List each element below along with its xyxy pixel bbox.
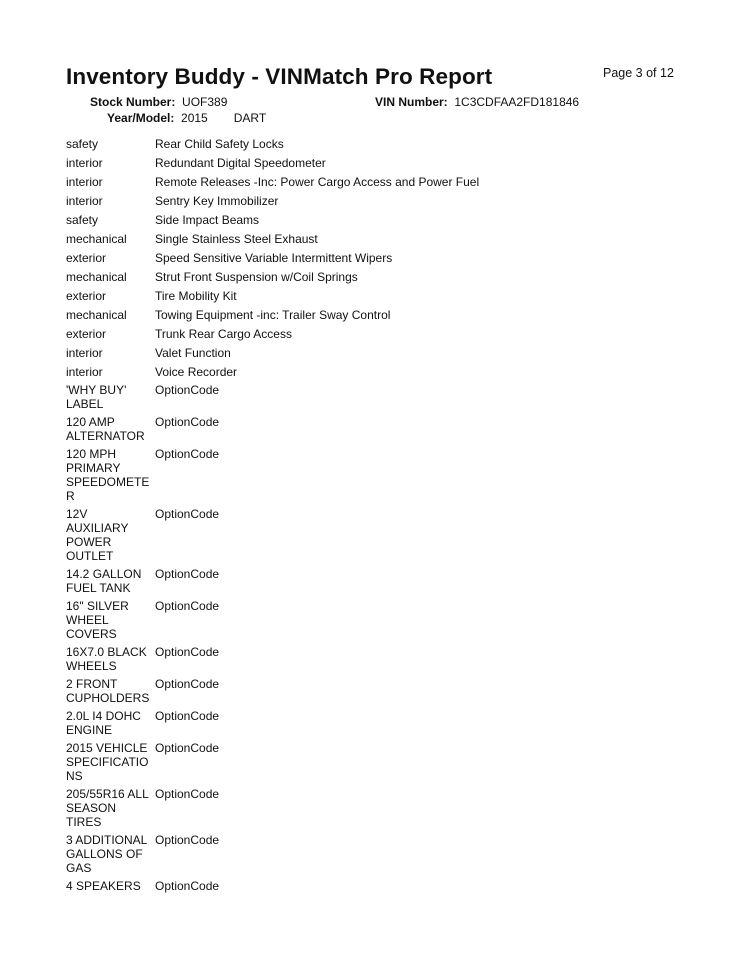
- feature-row: [66, 286, 666, 305]
- feature-row: [66, 267, 666, 286]
- option-name: 4 SPEAKERS: [66, 879, 141, 893]
- feature-row: [66, 305, 666, 324]
- feature-row: [66, 324, 666, 343]
- option-name: 16" SILVER WHEEL COVERS: [66, 599, 129, 641]
- feature-category: interior: [66, 365, 103, 379]
- feature-category: interior: [66, 346, 103, 360]
- option-row: [66, 707, 666, 739]
- option-type: OptionCode: [155, 415, 220, 429]
- option-type: OptionCode: [155, 599, 220, 613]
- feature-list: [66, 134, 666, 895]
- option-type: OptionCode: [155, 709, 220, 723]
- feature-description: Rear Child Safety Locks: [155, 137, 284, 151]
- option-name: 2015 VEHICLE SPECIFICATIO NS: [66, 741, 149, 783]
- feature-description: Side Impact Beams: [155, 213, 260, 227]
- option-type: OptionCode: [155, 383, 220, 397]
- option-type: OptionCode: [155, 833, 220, 847]
- vin-label: VIN Number:: [375, 95, 448, 109]
- feature-row: [66, 172, 666, 191]
- feature-description: Remote Releases -Inc: Power Cargo Access and Power Fuel: [155, 175, 480, 189]
- feature-description: Towing Equipment -inc: Trailer Sway Control: [155, 308, 391, 322]
- feature-category: exterior: [66, 327, 107, 341]
- option-type: OptionCode: [155, 567, 220, 581]
- option-type: OptionCode: [155, 447, 220, 461]
- feature-description: Strut Front Suspension w/Coil Springs: [155, 270, 358, 284]
- page-number: Page 3 of 12: [603, 66, 674, 80]
- feature-category: mechanical: [66, 308, 127, 322]
- feature-category: exterior: [66, 289, 107, 303]
- feature-description: Valet Function: [155, 346, 231, 360]
- option-row: [66, 505, 666, 565]
- stock-number: [90, 95, 227, 109]
- stock-label: Stock Number:: [90, 95, 176, 109]
- feature-row: [66, 343, 666, 362]
- feature-row: [66, 153, 666, 172]
- model-value: DART: [233, 111, 267, 125]
- option-name: 12V AUXILIARY POWER OUTLET: [66, 507, 129, 563]
- feature-category: mechanical: [66, 232, 127, 246]
- feature-description: Trunk Rear Cargo Access: [155, 327, 292, 341]
- option-row: [66, 413, 666, 445]
- stock-value: UOF389: [182, 95, 228, 109]
- option-name: 3 ADDITIONAL GALLONS OF GAS: [66, 833, 148, 875]
- report-title: Inventory Buddy - VINMatch Pro Report: [66, 64, 493, 89]
- feature-category: exterior: [66, 251, 107, 265]
- option-name: 2.0L I4 DOHC ENGINE: [66, 709, 141, 737]
- option-name: 'WHY BUY' LABEL: [66, 383, 127, 411]
- option-row: [66, 597, 666, 643]
- option-row: [66, 739, 666, 785]
- option-name: 14.2 GALLON FUEL TANK: [66, 567, 142, 595]
- option-type: OptionCode: [155, 645, 220, 659]
- option-type: OptionCode: [155, 879, 220, 893]
- option-name: 120 MPH PRIMARY SPEEDOMETE R: [66, 447, 150, 503]
- option-name: 2 FRONT CUPHOLDERS: [66, 677, 150, 705]
- option-name: 16X7.0 BLACK WHEELS: [66, 645, 147, 673]
- feature-row: [66, 248, 666, 267]
- feature-row: [66, 191, 666, 210]
- vin-value: 1C3CDFAA2FD181846: [454, 95, 580, 109]
- option-row: [66, 675, 666, 707]
- feature-description: Tire Mobility Kit: [155, 289, 237, 303]
- feature-description: Sentry Key Immobilizer: [155, 194, 279, 208]
- option-name: 120 AMP ALTERNATOR: [66, 415, 145, 443]
- option-row: [66, 381, 666, 413]
- feature-category: interior: [66, 194, 103, 208]
- year-value: 2015: [181, 111, 208, 125]
- feature-category: safety: [66, 213, 99, 227]
- year-label: Year/Model:: [107, 111, 175, 125]
- feature-category: safety: [66, 137, 99, 151]
- feature-category: mechanical: [66, 270, 127, 284]
- option-row: [66, 643, 666, 675]
- option-type: OptionCode: [155, 507, 220, 521]
- option-row: [66, 785, 666, 831]
- feature-description: Voice Recorder: [155, 365, 238, 379]
- option-row: [66, 445, 666, 505]
- option-type: OptionCode: [155, 677, 220, 691]
- option-name: 205/55R16 ALL SEASON TIRES: [66, 787, 149, 829]
- vin-number: [375, 95, 579, 109]
- feature-category: interior: [66, 156, 103, 170]
- option-row: [66, 831, 666, 877]
- year-model: [107, 111, 266, 125]
- option-type: OptionCode: [155, 787, 220, 801]
- option-type: OptionCode: [155, 741, 220, 755]
- feature-row: [66, 134, 666, 153]
- option-row: [66, 877, 666, 895]
- feature-description: Redundant Digital Speedometer: [155, 156, 326, 170]
- feature-row: [66, 210, 666, 229]
- feature-row: [66, 362, 666, 381]
- feature-row: [66, 229, 666, 248]
- feature-description: Single Stainless Steel Exhaust: [155, 232, 318, 246]
- feature-description: Speed Sensitive Variable Intermittent Wipers: [155, 251, 393, 265]
- option-row: [66, 565, 666, 597]
- feature-category: interior: [66, 175, 103, 189]
